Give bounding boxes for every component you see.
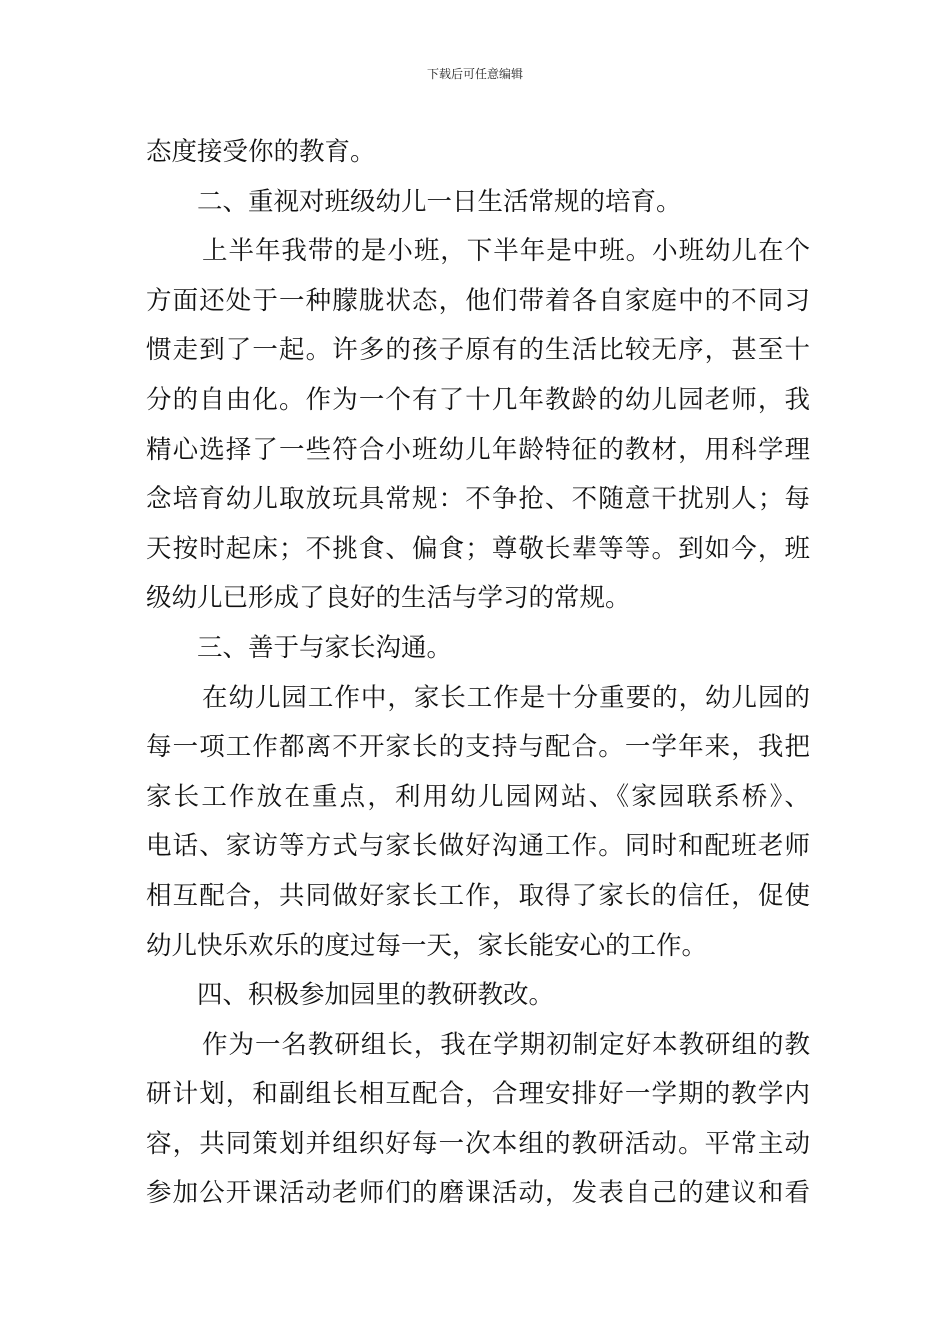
section-heading: 二、重视对班级幼儿一日生活常规的培育。 [197, 186, 682, 217]
text-line: 态度接受你的教育。 [146, 137, 376, 167]
text-line: 每一项工作都离不开家长的支持与配合。一学年来，我把 [146, 732, 810, 763]
section-heading: 三、善于与家长沟通。 [197, 632, 453, 663]
text-line: 天按时起床；不挑食、偏食；尊敬长辈等等。到如今，班 [146, 533, 810, 564]
text-line: 级幼儿已形成了良好的生活与学习的常规。 [146, 583, 631, 614]
text-line: 上半年我带的是小班，下半年是中班。小班幼儿在个 [202, 236, 810, 267]
text-line: 作为一名教研组长，我在学期初制定好本教研组的教 [202, 1029, 810, 1060]
section-heading: 四、积极参加园里的教研教改。 [197, 980, 555, 1011]
text-line: 电话、家访等方式与家长做好沟通工作。同时和配班老师 [146, 831, 810, 862]
text-line: 相互配合，共同做好家长工作，取得了家长的信任，促使 [146, 880, 810, 911]
text-line: 幼儿快乐欢乐的度过每一天，家长能安心的工作。 [146, 930, 708, 961]
text-line: 参加公开课活动老师们的磨课活动，发表自己的建议和看 [146, 1178, 810, 1209]
text-line: 研计划，和副组长相互配合，合理安排好一学期的教学内 [146, 1079, 810, 1110]
text-line: 在幼儿园工作中，家长工作是十分重要的，幼儿园的 [202, 682, 810, 713]
text-line: 分的自由化。作为一个有了十几年教龄的幼儿园老师，我 [146, 384, 810, 415]
text-line: 念培育幼儿取放玩具常规：不争抢、不随意干扰别人；每 [146, 484, 810, 515]
text-line: 家长工作放在重点，利用幼儿园网站、《家园联系桥》、 [146, 781, 810, 812]
text-line: 精心选择了一些符合小班幼儿年龄特征的教材，用科学理 [146, 434, 810, 465]
page-header: 下载后可任意编辑 [426, 67, 523, 81]
text-line: 惯走到了一起。许多的孩子原有的生活比较无序，甚至十 [146, 335, 810, 366]
document-body [146, 128, 810, 1219]
text-line: 容，共同策划并组织好每一次本组的教研活动。平常主动 [146, 1128, 810, 1159]
text-line: 方面还处于一种朦胧状态，他们带着各自家庭中的不同习 [146, 285, 810, 316]
